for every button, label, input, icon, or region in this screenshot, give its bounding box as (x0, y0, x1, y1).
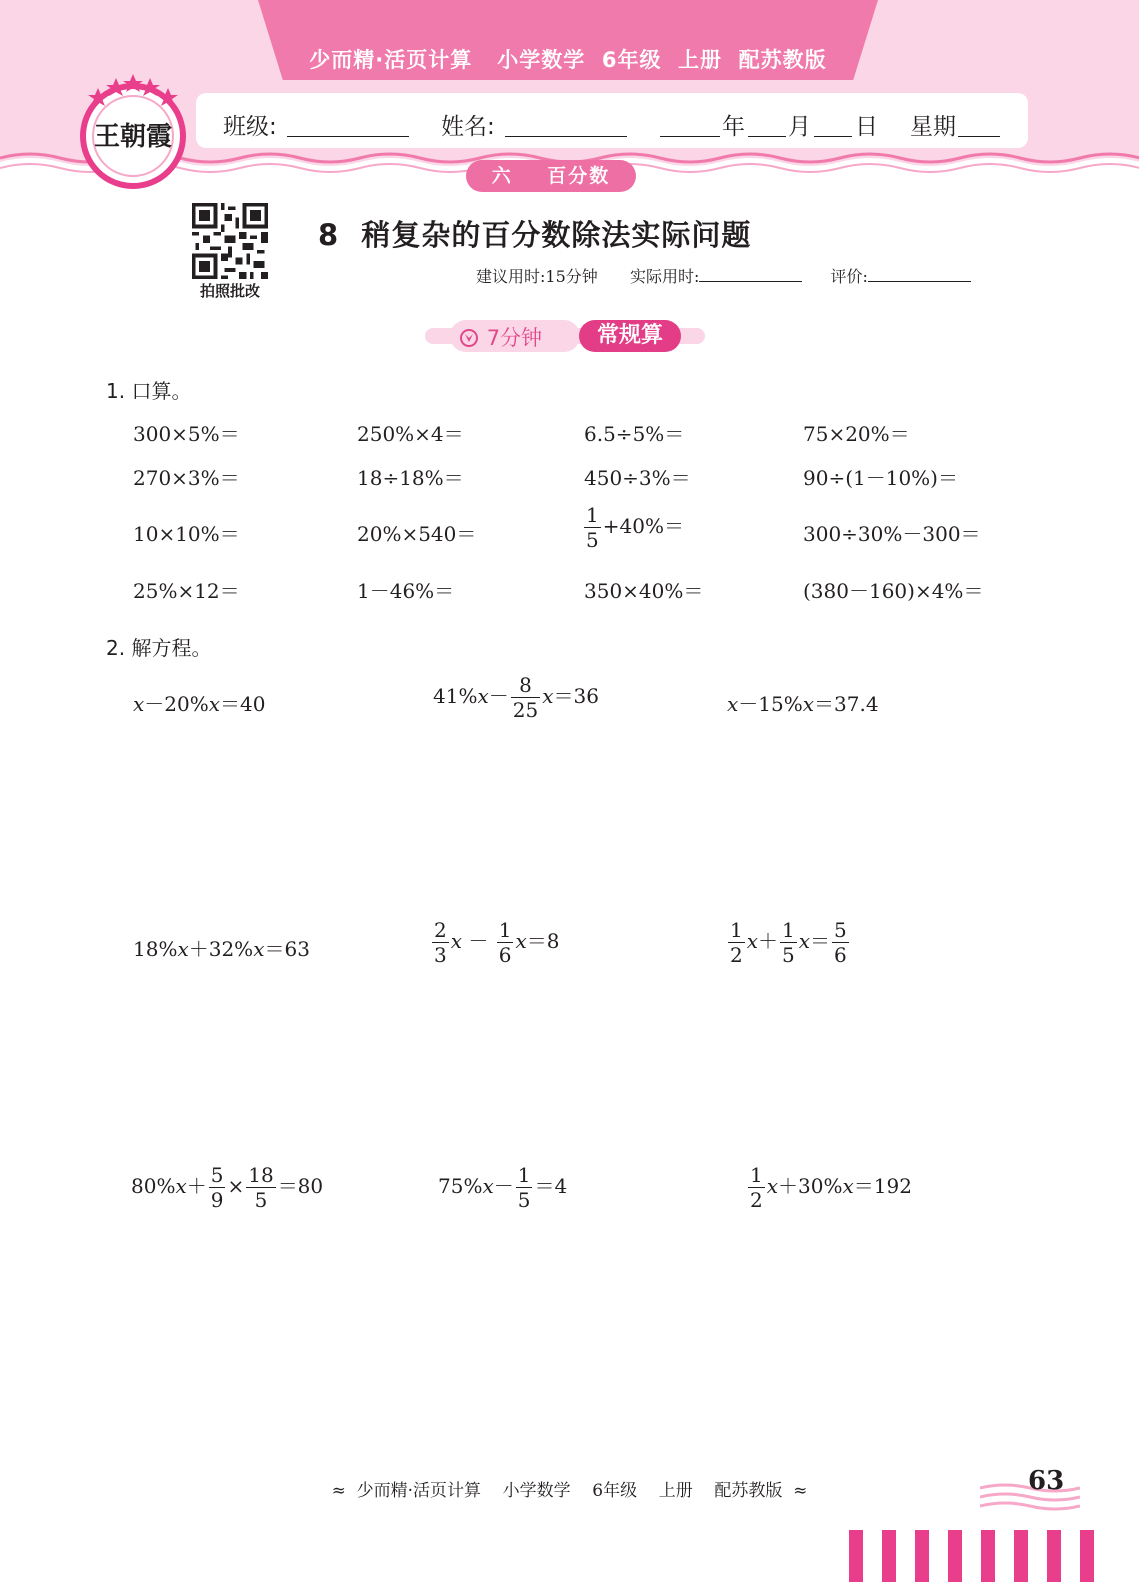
month-field[interactable] (748, 136, 786, 137)
student-info-box (196, 93, 1028, 148)
q1-item: 300÷30%－300＝ (803, 522, 981, 546)
edge-bar (882, 1530, 896, 1582)
q1-item: 300×5%＝ (133, 422, 240, 446)
class-label: 班级: (223, 114, 277, 140)
series-title: 少而精·活页计算 小学数学 6年级 上册 配苏教版 (309, 48, 827, 72)
svg-text:王朝霞: 王朝霞 (93, 122, 173, 152)
year-field[interactable] (660, 136, 720, 137)
weekday-field[interactable] (958, 136, 1000, 137)
section-type: 常规算 (579, 320, 681, 352)
lesson-title: 8 稍复杂的百分数除法实际问题 (318, 218, 752, 252)
timer-icon (458, 326, 480, 348)
evaluation-field[interactable] (868, 267, 971, 282)
q1-item: 270×3%＝ (133, 466, 240, 490)
edge-bar (1014, 1530, 1028, 1582)
page-number: 63 (1028, 1466, 1065, 1496)
q1-item: 1－46%＝ (357, 579, 455, 603)
q1-item: 10×10%＝ (133, 522, 240, 546)
brand-logo (78, 70, 188, 190)
unit-label: 六 百分数 (466, 160, 636, 192)
equation: $\frac{1}{2}$ x＋ $\frac{1}{5}$ x＝ $\frac{5}{6}$ (730, 918, 847, 967)
q1-item: 6.5÷5%＝ (584, 422, 685, 446)
qr-code-icon[interactable] (192, 203, 268, 279)
suggested-time: 建议用时:15分钟 (476, 267, 598, 286)
edge-bar (948, 1530, 962, 1582)
q1-item: 25%×12＝ (133, 579, 240, 603)
edge-bar (915, 1530, 929, 1582)
section-time-text: 7分钟 (486, 326, 543, 350)
equation: 75%x－ $\frac{1}{5}$ ＝4 (438, 1163, 568, 1212)
equation: 18%x＋32%x＝63 (133, 937, 310, 961)
equation: 41%x－ $\frac{8}{25}$ x＝36 (433, 673, 599, 722)
edge-bar (849, 1530, 863, 1582)
section-time (458, 322, 542, 352)
year-label: 年 (722, 114, 745, 140)
q2-title: 2. 解方程。 (106, 636, 212, 660)
equation: x－15%x＝37.4 (727, 692, 879, 716)
q1-item: 350×40%＝ (584, 579, 704, 603)
q1-item: 75×20%＝ (803, 422, 910, 446)
edge-bar (1047, 1530, 1061, 1582)
weekday-label: 星期 (910, 114, 956, 140)
q1-item: 90÷(1－10%)＝ (803, 466, 958, 490)
edge-bar (981, 1530, 995, 1582)
qr-label: 拍照批改 (199, 282, 260, 300)
equation: $\frac{1}{2}$ x＋30%x＝192 (750, 1163, 912, 1212)
day-field[interactable] (814, 136, 852, 137)
month-label: 月 (788, 114, 811, 140)
time-row (476, 264, 971, 287)
q1-item: 250%×4＝ (357, 422, 464, 446)
footer-series: ≈ 少而精·活页计算 小学数学 6年级 上册 配苏教版 ≈ (331, 1481, 808, 1501)
q1-item: 450÷3%＝ (584, 466, 691, 490)
edge-bar (1080, 1530, 1094, 1582)
equation: 80%x＋ $\frac{5}{9}$ × $\frac{18}{5}$ ＝80 (131, 1163, 324, 1212)
actual-time-field[interactable] (699, 267, 802, 282)
q1-item: (380－160)×4%＝ (803, 579, 984, 603)
evaluation-label: 评价: (830, 267, 868, 286)
day-label: 日 (855, 114, 878, 140)
equation: $\frac{2}{3}$ x － $\frac{1}{6}$ x＝8 (434, 918, 560, 967)
q1-title: 1. 口算。 (106, 379, 192, 403)
class-field[interactable] (287, 136, 409, 137)
q1-item: 18÷18%＝ (357, 466, 464, 490)
name-field[interactable] (505, 136, 627, 137)
equation: x－20%x＝40 (133, 692, 266, 716)
actual-time-label: 实际用时: (629, 267, 700, 286)
q1-item-fraction: $\frac{1}{5}$ +40%＝ (586, 503, 684, 552)
name-label: 姓名: (441, 114, 495, 140)
q1-item: 20%×540＝ (357, 522, 477, 546)
